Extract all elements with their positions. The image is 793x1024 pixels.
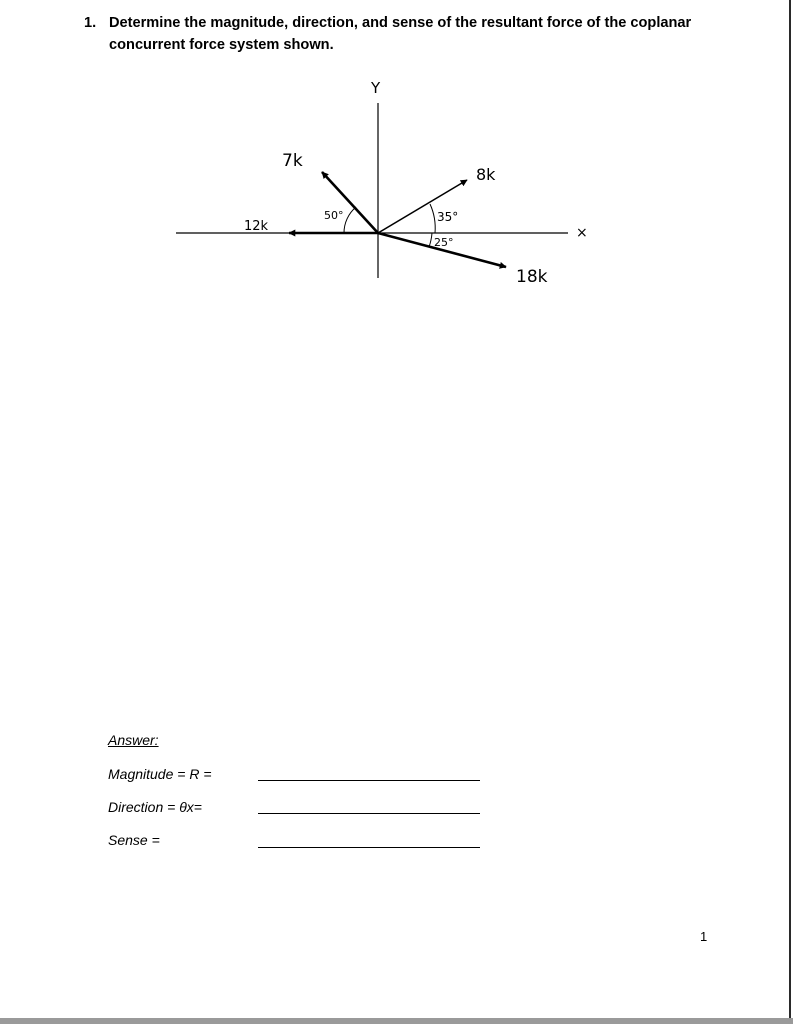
- angle-label-25: 25°: [434, 236, 454, 249]
- direction-answer-line[interactable]: [258, 813, 480, 814]
- sense-answer-line[interactable]: [258, 847, 480, 848]
- force-label-12k: 12k: [244, 219, 269, 234]
- angle-arc-35: [430, 204, 435, 233]
- question-number: 1.: [84, 15, 97, 31]
- direction-label: Direction = θx=: [108, 799, 202, 815]
- angle-arc-25: [429, 233, 432, 247]
- angle-arc-50: [344, 207, 356, 233]
- angle-label-35: 35°: [437, 210, 459, 224]
- force-diagram: [0, 0, 793, 340]
- force-arrow-7k: [322, 172, 378, 233]
- force-label-18k: 18k: [516, 267, 548, 287]
- y-axis-label: Y: [371, 79, 381, 97]
- magnitude-label: Magnitude = R =: [108, 766, 212, 782]
- page-bottom-bar: [0, 1018, 793, 1024]
- angle-label-50: 50°: [324, 209, 344, 222]
- sense-label: Sense =: [108, 832, 160, 848]
- x-axis-label: ×: [576, 225, 588, 241]
- force-label-8k: 8k: [476, 165, 496, 184]
- magnitude-answer-line[interactable]: [258, 780, 480, 781]
- force-label-7k: 7k: [282, 151, 303, 171]
- answer-heading: Answer:: [108, 732, 159, 748]
- question-text: Determine the magnitude, direction, and sense of the resultant force of the coplanar concurrent force system shown.: [109, 15, 692, 53]
- force-arrow-8k: [378, 180, 467, 233]
- page-number: 1: [700, 929, 708, 944]
